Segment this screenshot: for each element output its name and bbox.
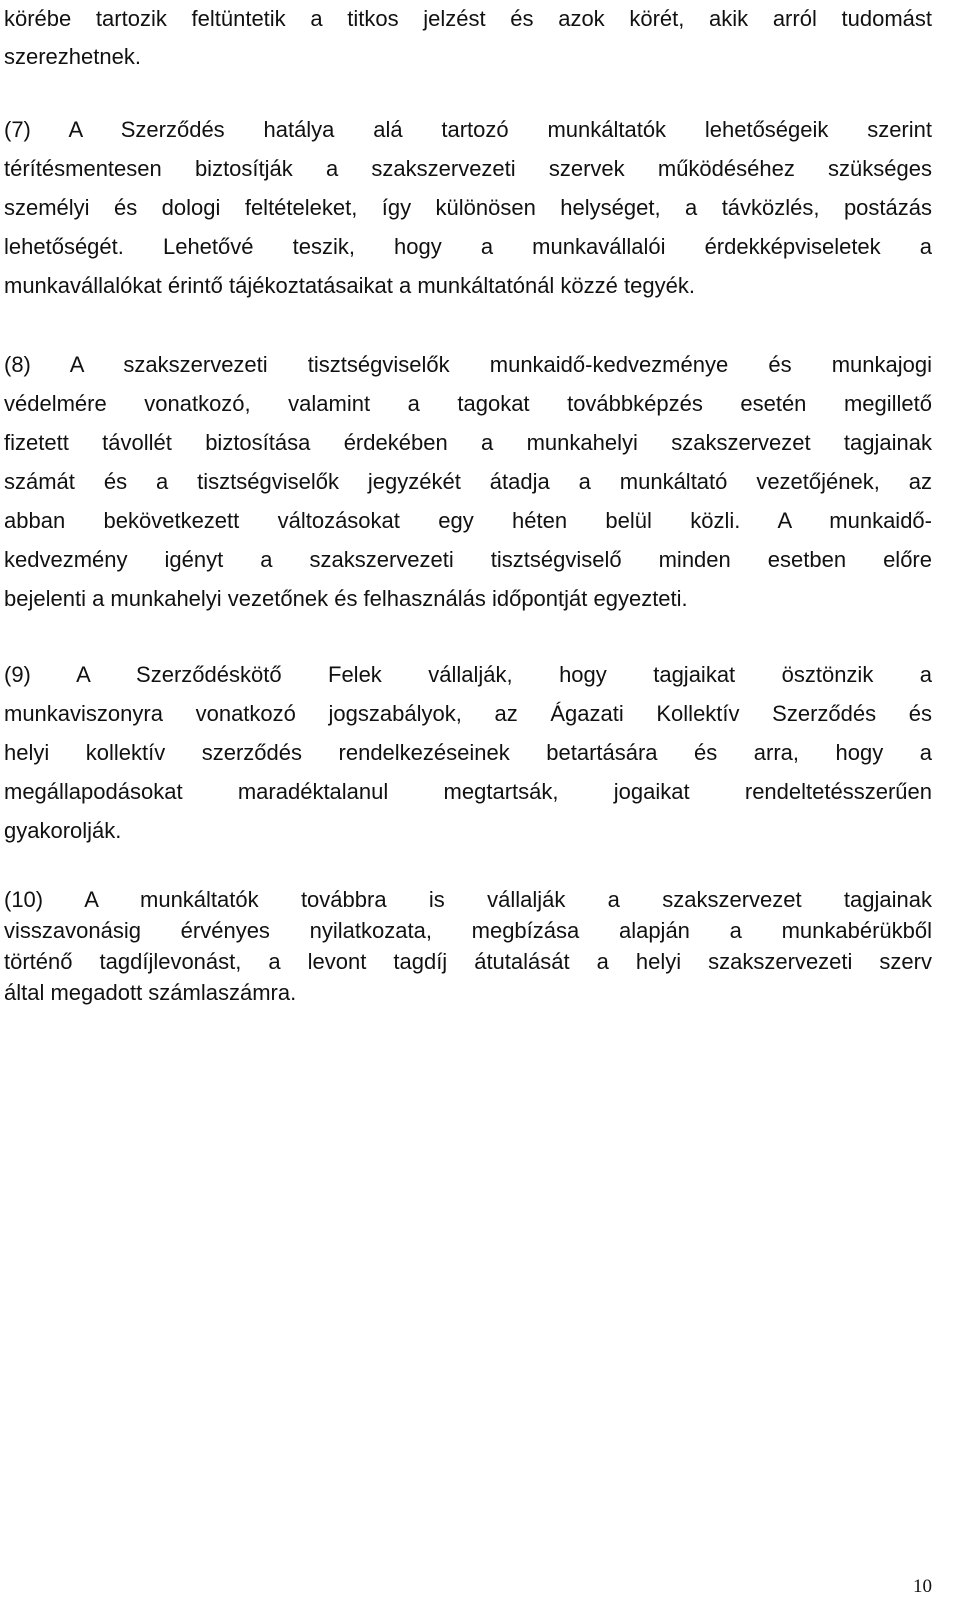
- text-line: (7) A Szerződés hatálya alá tartozó munkáltatók lehetőségeik szerint: [4, 117, 932, 142]
- text-line: (10) A munkáltatók továbbra is vállalják a szakszervezet tagjainak: [4, 887, 932, 912]
- text-line: szerezhetnek.: [4, 44, 141, 69]
- text-line: (9) A Szerződéskötő Felek vállalják, hogy tagjaikat ösztönzik a: [4, 662, 932, 687]
- page-number: 10: [913, 1576, 932, 1597]
- text-line: (8) A szakszervezeti tisztségviselők munkaidő-kedvezménye és munkajogi: [4, 352, 932, 377]
- text-line: bejelenti a munkahelyi vezetőnek és felhasználás időpontját egyezteti.: [4, 586, 688, 611]
- text-line: körébe tartozik feltüntetik a titkos jelzést és azok körét, akik arról tudomást: [4, 6, 932, 31]
- text-line: számát és a tisztségviselők jegyzékét átadja a munkáltató vezetőjének, az: [4, 469, 932, 494]
- text-line: személyi és dologi feltételeket, így különösen helységet, a távközlés, postázás: [4, 195, 932, 220]
- text-line: történő tagdíjlevonást, a levont tagdíj átutalását a helyi szakszervezeti szerv: [4, 949, 932, 974]
- text-line: által megadott számlaszámra.: [4, 980, 297, 1005]
- text-line: megállapodásokat maradéktalanul megtartsák, jogaikat rendeltetésszerűen: [4, 779, 932, 804]
- text-line: kedvezmény igényt a szakszervezeti tisztségviselő minden esetben előre: [4, 547, 932, 572]
- paragraph-8: [4, 345, 932, 618]
- text-line: védelmére vonatkozó, valamint a tagokat továbbképzés esetén megillető: [4, 391, 932, 416]
- paragraph-10: [4, 884, 932, 1008]
- text-line: munkaviszonyra vonatkozó jogszabályok, az Ágazati Kollektív Szerződés és: [4, 701, 932, 726]
- text-line: fizetett távollét biztosítása érdekében a munkahelyi szakszervezet tagjainak: [4, 430, 932, 455]
- paragraph-7: [4, 110, 932, 305]
- text-line: gyakorolják.: [4, 818, 122, 843]
- paragraph-continued: [4, 0, 932, 76]
- paragraph-9: [4, 655, 932, 850]
- text-line: lehetőségét. Lehetővé teszik, hogy a munkavállalói érdekképviseletek a: [4, 234, 932, 259]
- text-line: munkavállalókat érintő tájékoztatásaikat a munkáltatónál közzé tegyék.: [4, 273, 695, 298]
- text-line: helyi kollektív szerződés rendelkezéseinek betartására és arra, hogy a: [4, 740, 932, 765]
- text-line: térítésmentesen biztosítják a szakszervezeti szervek működéséhez szükséges: [4, 156, 932, 181]
- text-line: abban bekövetkezett változásokat egy héten belül közli. A munkaidő-: [4, 508, 932, 533]
- text-line: visszavonásig érvényes nyilatkozata, megbízása alapján a munkabérükből: [4, 918, 932, 943]
